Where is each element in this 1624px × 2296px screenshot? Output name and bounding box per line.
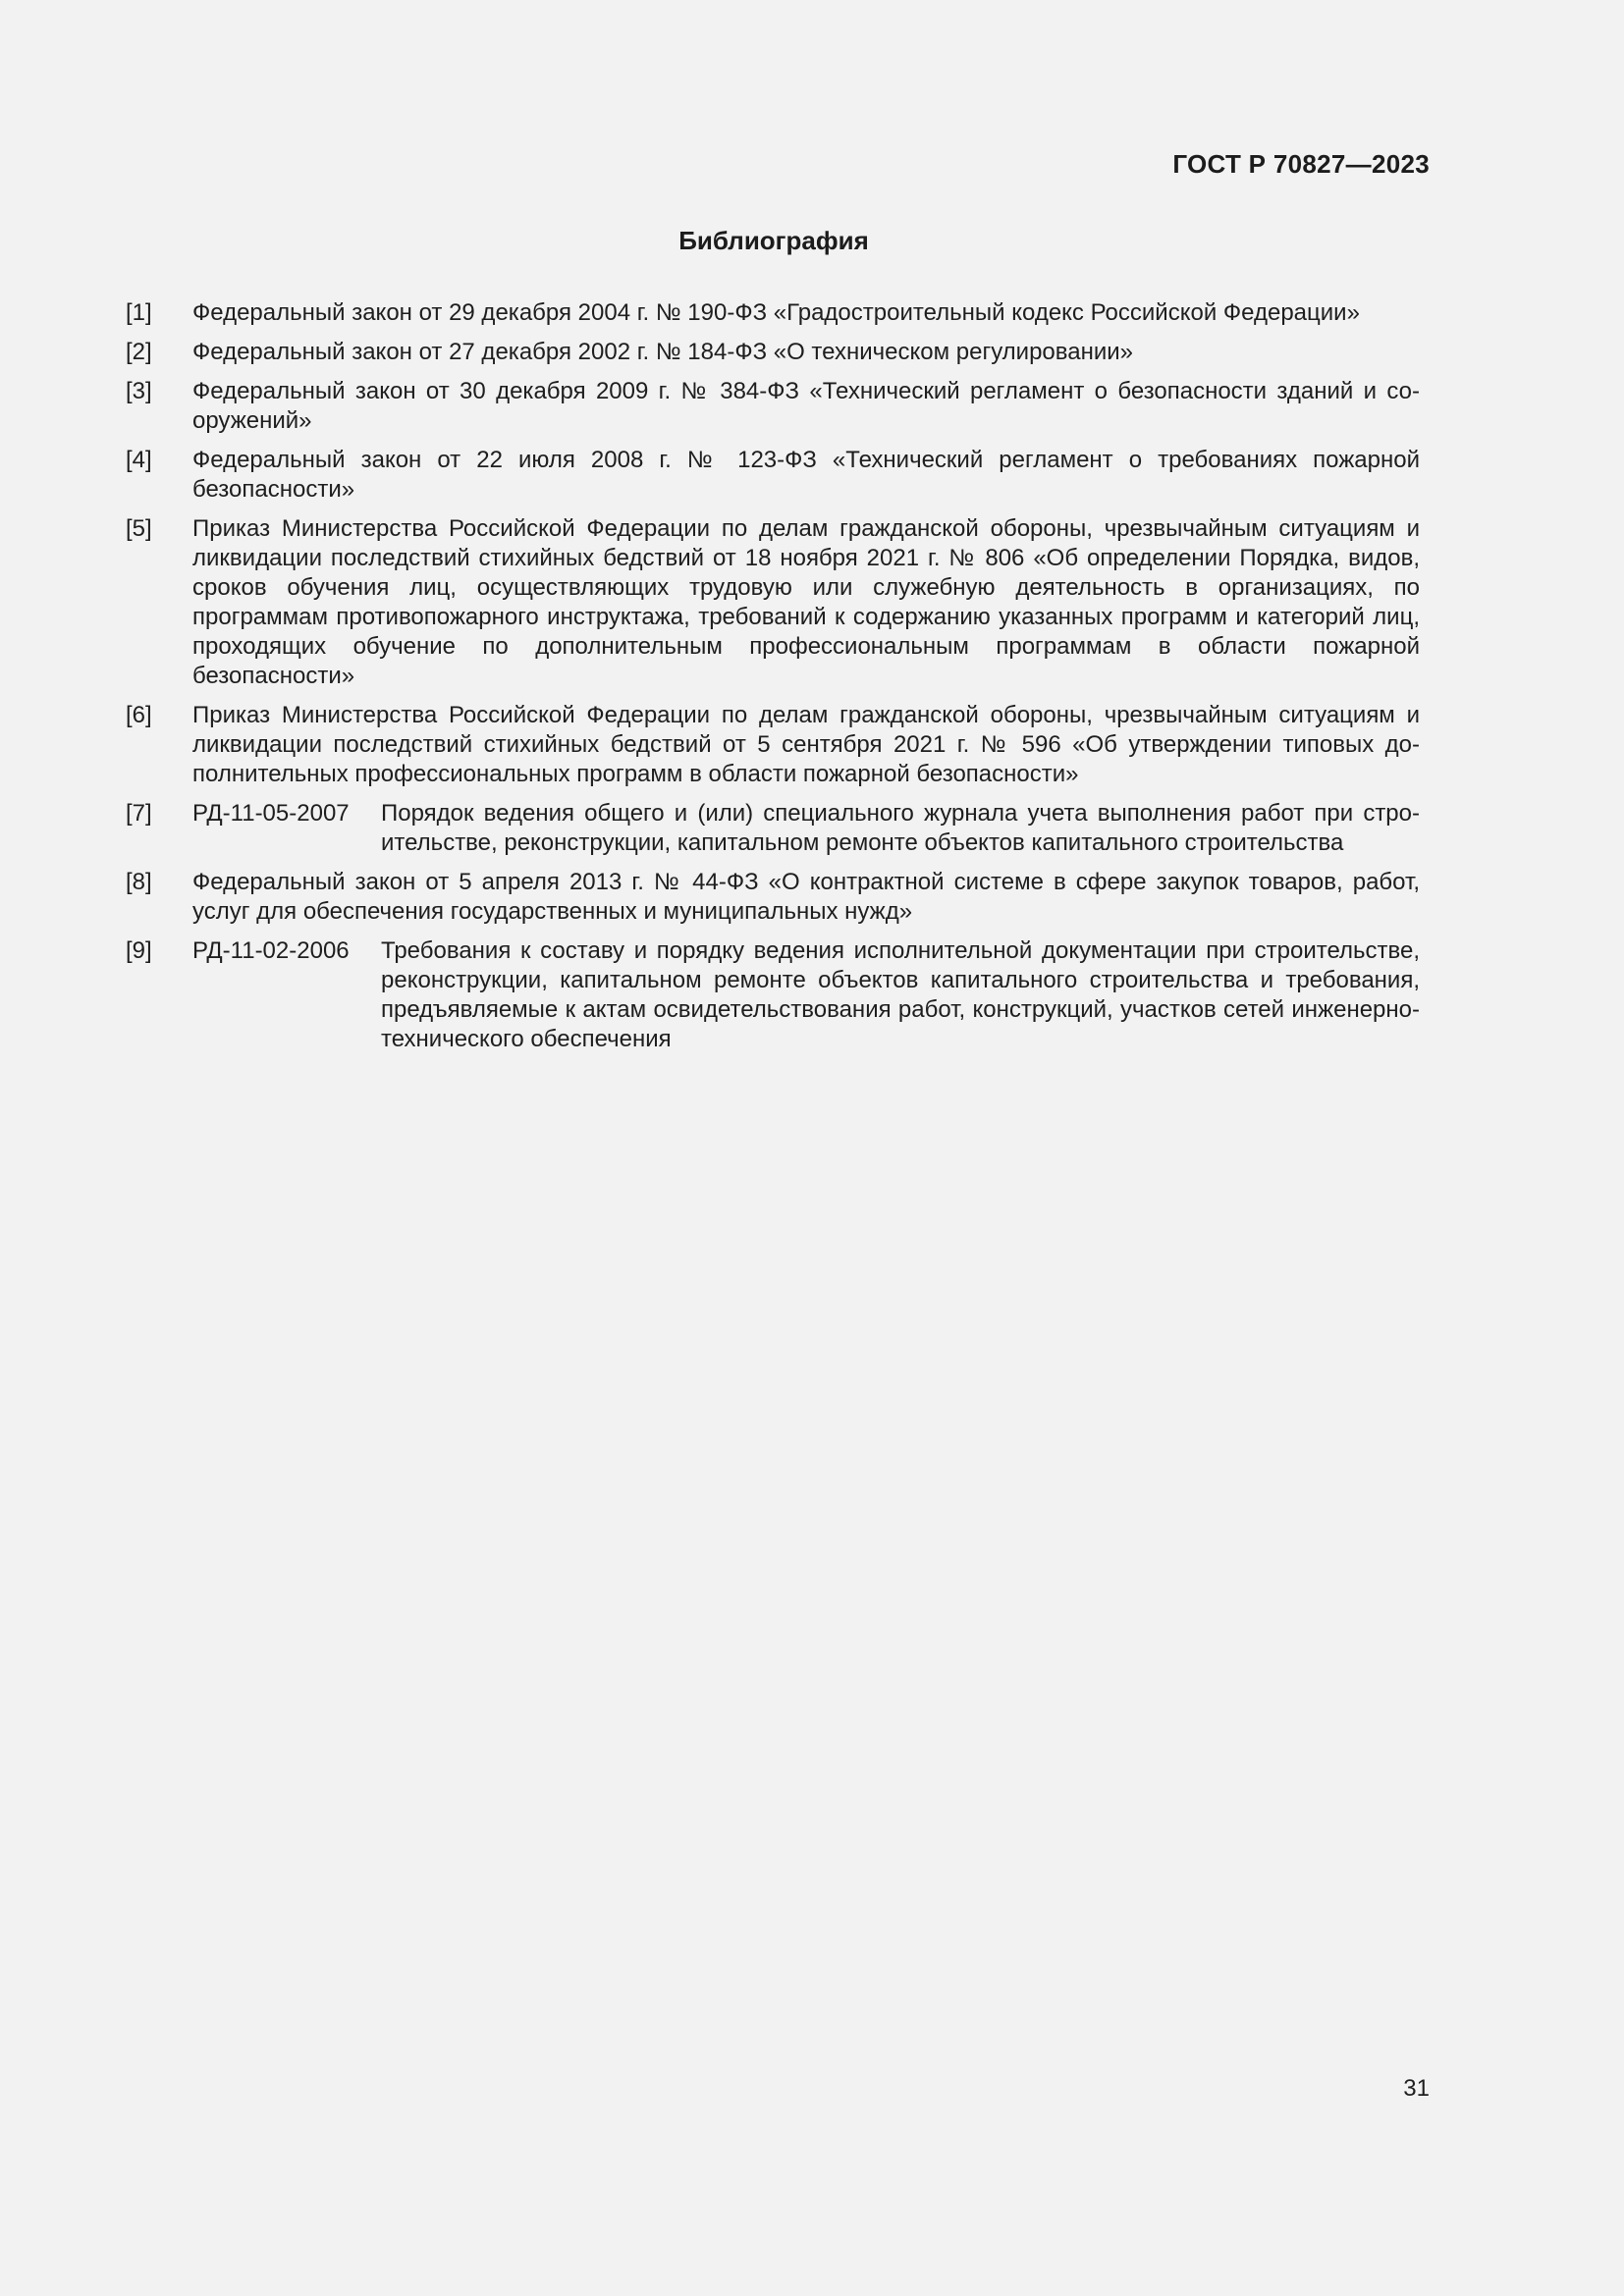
bibliography-item-7	[126, 799, 1420, 858]
reference-text: Федеральный закон от 30 декабря 2009 г. № 384-ФЗ «Технический регламент о безопасности зданий и сооружений»	[192, 378, 1420, 434]
reference-number: [6]	[126, 702, 152, 728]
reference-number: [9]	[126, 937, 152, 964]
reference-number: [4]	[126, 447, 152, 473]
bibliography-item-3	[126, 377, 1420, 436]
reference-text: Федеральный закон от 5 апреля 2013 г. № 44-ФЗ «О контрактной системе в сфере закупок товаров, работ, услуг для обеспечения государственных и муниципальных нужд»	[192, 869, 1420, 925]
reference-text: Порядок ведения общего и (или) специального журнала учета выполнения работ при строительстве, реконструкции, капитальном ремонте объектов капитального строительства	[381, 800, 1420, 856]
reference-text: Федеральный закон от 29 декабря 2004 г. № 190-ФЗ «Градостроительный кодекс Российской Федерации»	[192, 299, 1360, 326]
bibliography-item-6	[126, 701, 1420, 789]
reference-text: Приказ Министерства Российской Федерации по делам гражданской обороны, чрезвычайным ситуациям и ликвидации последствий стихийных бедствий от 5 сентября 2021 г. № 596 «Об утверждении типовых дополнительных профессиональных программ в области пожарной безопасности»	[192, 702, 1420, 787]
reference-number: [2]	[126, 339, 152, 365]
reference-code: РД-11-05-2007	[192, 800, 350, 827]
reference-text: Требования к составу и порядку ведения исполнительной документации при строительстве, реконструкции, капитальном ремонте объектов капитального строительства и требования, предъявляемые к актам освидетельствования работ, конструкций, участков сетей инженерно-технического обеспечения	[381, 937, 1420, 1052]
bibliography-item-4	[126, 446, 1420, 505]
reference-number: [5]	[126, 515, 152, 542]
bibliography-item-9	[126, 936, 1420, 1054]
page-number: 31	[1403, 2075, 1430, 2102]
reference-number: [1]	[126, 299, 152, 326]
bibliography-item-2	[126, 338, 1420, 367]
reference-number: [8]	[126, 869, 152, 895]
bibliography-item-1	[126, 298, 1420, 328]
bibliography-item-5	[126, 514, 1420, 691]
reference-code: РД-11-02-2006	[192, 937, 350, 964]
document-code: ГОСТ Р 70827—2023	[1172, 149, 1430, 179]
page-title: Библиография	[678, 226, 869, 255]
reference-text: Приказ Министерства Российской Федерации по делам гражданской обороны, чрезвычайным ситуациям и ликвидации последствий стихийных бедствий от 18 ноября 2021 г. № 806 «Об определении Порядка, видов, сроков обучения лиц, осуществляющих трудовую или служебную деятельность в организациях, по программам противопожарного инструктажа, требований к содержанию указанных программ и категорий лиц, проходящих обучение по дополнительным профессиональным программам в области пожарной безопасности»	[192, 515, 1420, 689]
reference-number: [3]	[126, 378, 152, 404]
reference-text: Федеральный закон от 22 июля 2008 г. № 123-ФЗ «Технический регламент о требованиях пожарной безопасности»	[192, 447, 1420, 503]
bibliography-list	[126, 298, 1420, 1064]
bibliography-item-8	[126, 868, 1420, 927]
reference-number: [7]	[126, 800, 152, 827]
reference-text: Федеральный закон от 27 декабря 2002 г. № 184-ФЗ «О техническом регулировании»	[192, 339, 1134, 365]
